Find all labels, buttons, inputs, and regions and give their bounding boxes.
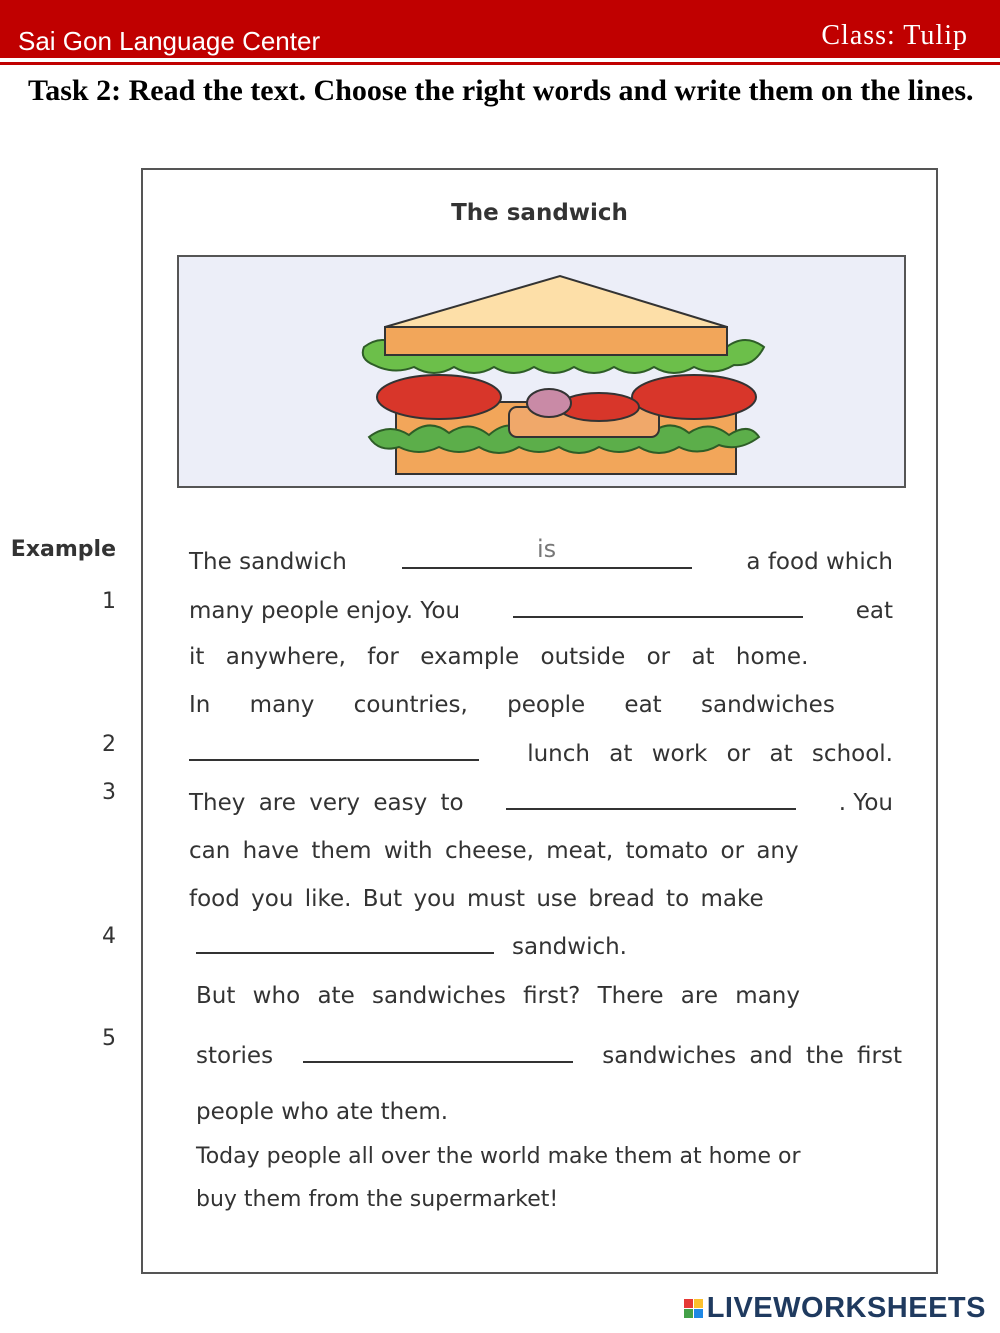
question-number: 5 [102,1026,116,1051]
example-label: Example [10,537,116,562]
logo-text: LIVEWORKSHEETS [706,1292,986,1324]
answer-blank-2[interactable] [189,733,479,761]
story-line [189,776,893,816]
sandwich-illustration [177,255,906,488]
story-line [189,678,893,718]
liveworksheets-logo-icon [684,1299,703,1318]
story-text: sandwiches and the first [602,1043,902,1069]
question-number: 4 [102,924,116,949]
question-number: 2 [102,732,116,757]
liveworksheets-logo [684,1292,986,1325]
story-text: eat [855,598,893,624]
example-answer: is [537,535,557,563]
story-text: it anywhere, for example outside or at home. [189,644,809,670]
story-text: a food which [746,549,893,575]
story-line [196,1129,902,1169]
header-divider [0,62,1000,65]
story-text: But who ate sandwiches first? There are many [196,983,800,1009]
story-text: many people enjoy. You [189,598,461,624]
question-number: 3 [102,780,116,805]
story-line [189,872,893,912]
story-text: stories [196,1043,274,1069]
answer-blank-3[interactable] [506,782,796,810]
center-name: Sai Gon Language Center [18,26,321,56]
story-line [189,824,893,864]
answer-blank-1[interactable] [513,590,803,618]
story-text: . You [838,790,893,816]
question-number: 1 [102,589,116,614]
story-line [189,584,893,624]
story-line [196,1085,902,1125]
story-line [189,727,893,767]
story-text: Today people all over the world make them at home or [196,1144,801,1169]
story-line [196,1029,902,1069]
story-text: In many countries, people eat sandwiches [189,692,835,718]
class-label: Class: Tulip [821,20,968,51]
task-instruction: Task 2: Read the text. Choose the right words and write them on the lines. [28,74,974,107]
story-line [189,630,893,670]
story-text: sandwich. [512,934,627,960]
story-text: can have them with cheese, meat, tomato or any [189,838,799,864]
answer-blank-4[interactable] [196,926,494,954]
story-line [196,920,900,960]
story-text: people who ate them. [196,1099,449,1125]
story-text: They are very easy to [189,790,464,816]
story-line [189,535,893,575]
story-line [196,1172,902,1212]
story-text: lunch at work or at school. [527,741,893,767]
example-blank [402,535,692,569]
story-text: The sandwich [189,549,347,575]
story-text: food you like. But you must use bread to make [189,886,764,912]
story-text: buy them from the supermarket! [196,1187,559,1212]
story-line [196,969,902,1009]
answer-blank-5[interactable] [303,1035,573,1063]
story-title: The sandwich [451,200,628,226]
